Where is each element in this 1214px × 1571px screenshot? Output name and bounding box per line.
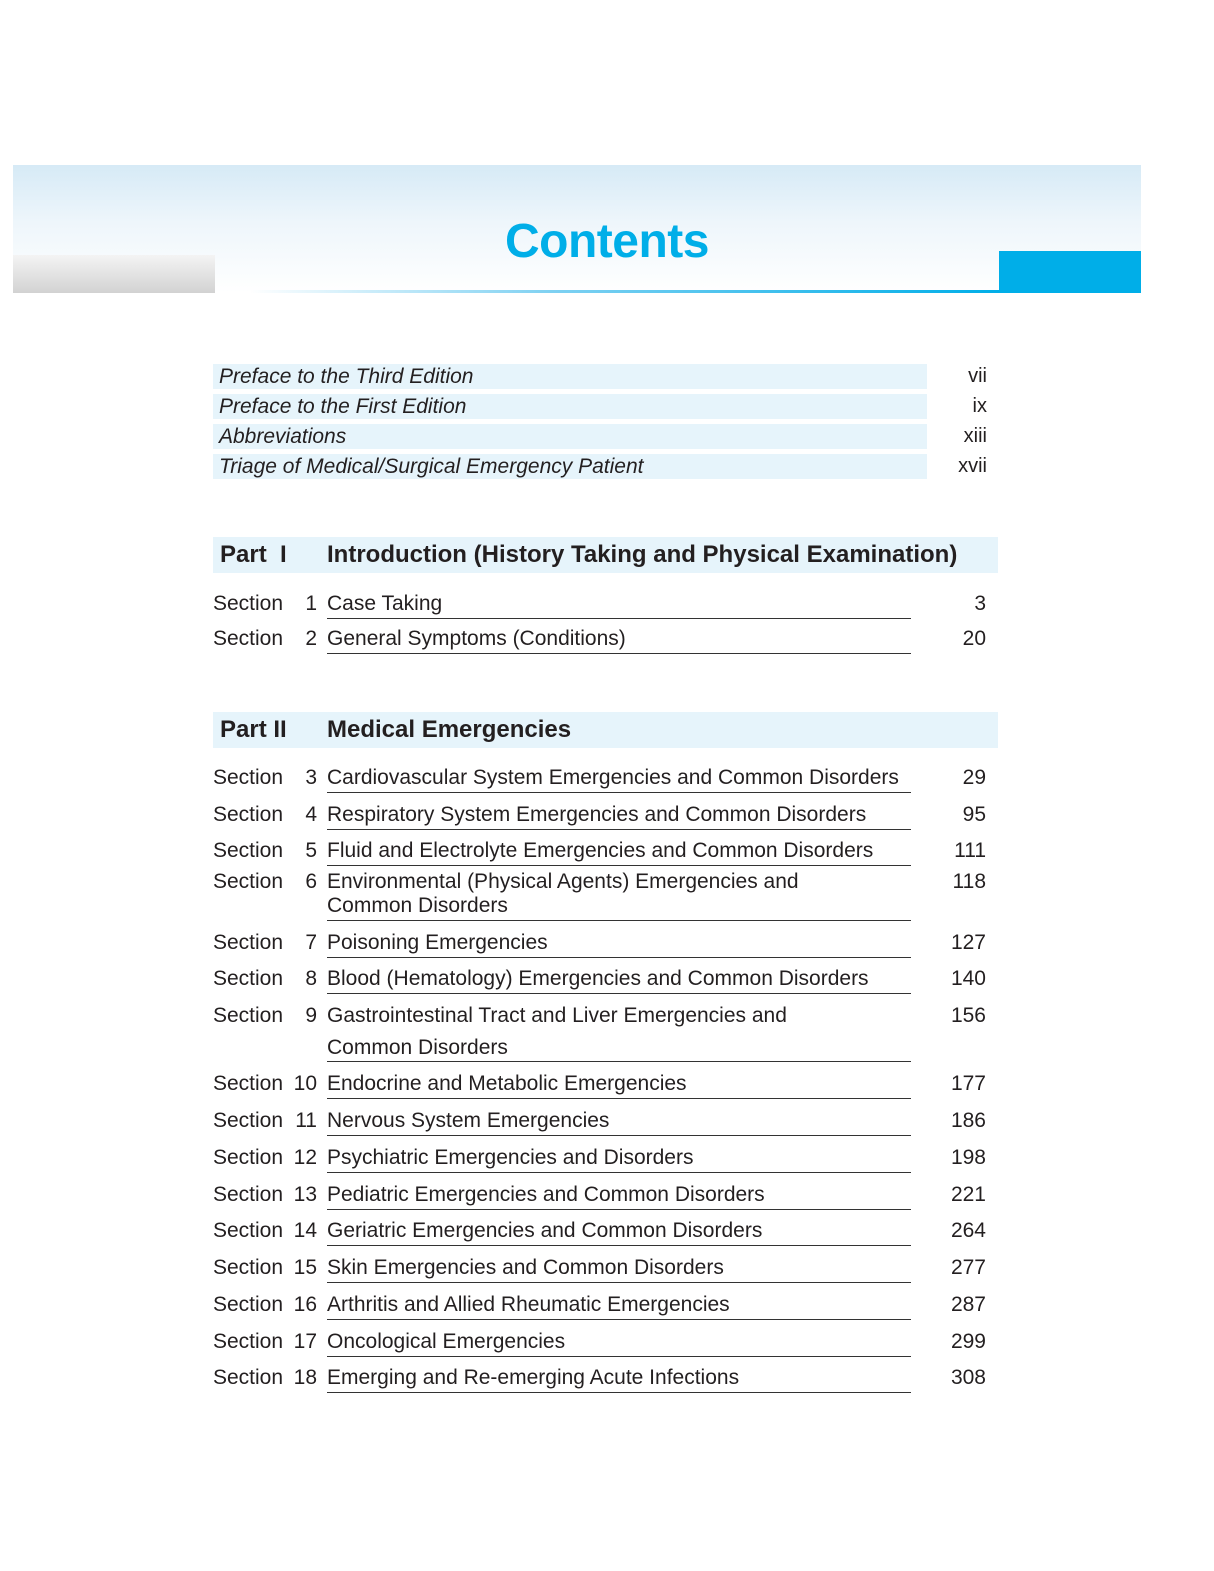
section-number: 17 <box>293 1330 317 1353</box>
section-title: Psychiatric Emergencies and Disorders <box>327 1146 694 1169</box>
section-label: Section <box>213 1256 284 1279</box>
section-title: Nervous System Emergencies <box>327 1109 610 1132</box>
section-page: 140 <box>950 967 986 990</box>
section-label: Section <box>213 931 284 954</box>
section-rule <box>327 1356 911 1357</box>
front-matter-title: Preface to the First Edition <box>219 395 467 418</box>
section-number: 16 <box>293 1293 317 1316</box>
part-heading <box>213 537 998 573</box>
section-number: 14 <box>293 1219 317 1242</box>
section-rule <box>327 829 911 830</box>
part-heading <box>213 712 998 748</box>
section-page: 29 <box>962 766 986 789</box>
section-rule <box>327 1392 911 1393</box>
section-rule <box>327 1135 911 1136</box>
front-matter-entry[interactable] <box>213 394 993 419</box>
section-page: 221 <box>950 1183 986 1206</box>
section-page: 3 <box>974 592 986 615</box>
front-matter-title: Abbreviations <box>219 425 347 448</box>
section-label: Section <box>213 1366 284 1389</box>
section-page: 156 <box>950 1004 986 1027</box>
section-title: Environmental (Physical Agents) Emergencies and <box>327 870 799 893</box>
front-matter-page: xvii <box>958 455 987 477</box>
section-title: General Symptoms (Conditions) <box>327 627 626 650</box>
section-rule <box>327 1245 911 1246</box>
front-matter-entry[interactable] <box>213 364 993 389</box>
front-matter-page: ix <box>972 395 987 417</box>
section-label: Section <box>213 592 284 615</box>
front-matter-page: xiii <box>963 425 987 447</box>
section-title: Pediatric Emergencies and Common Disorders <box>327 1183 765 1206</box>
section-label: Section <box>213 967 284 990</box>
section-title: Oncological Emergencies <box>327 1330 566 1353</box>
section-label: Section <box>213 839 284 862</box>
section-number: 6 <box>305 870 317 893</box>
section-rule <box>327 1061 911 1062</box>
section-label: Section <box>213 1109 284 1132</box>
section-number: 2 <box>305 627 317 650</box>
section-page: 198 <box>950 1146 986 1169</box>
header-rule <box>250 290 999 293</box>
section-rule <box>327 920 911 921</box>
section-page: 277 <box>950 1256 986 1279</box>
part-label: Part I <box>220 541 287 568</box>
section-page: 127 <box>950 931 986 954</box>
section-number: 1 <box>305 592 317 615</box>
section-label: Section <box>213 1146 284 1169</box>
section-label: Section <box>213 1072 284 1095</box>
section-rule <box>327 792 911 793</box>
section-title: Arthritis and Allied Rheumatic Emergencies <box>327 1293 730 1316</box>
section-title-continued: Common Disorders <box>327 894 508 917</box>
section-page: 118 <box>952 870 986 893</box>
section-number: 12 <box>293 1146 317 1169</box>
section-title: Blood (Hematology) Emergencies and Common Disorders <box>327 967 869 990</box>
section-number: 11 <box>295 1109 317 1132</box>
section-number: 4 <box>305 803 317 826</box>
section-number: 18 <box>293 1366 317 1389</box>
section-page: 264 <box>950 1219 986 1242</box>
section-rule <box>327 993 911 994</box>
section-page: 299 <box>950 1330 986 1353</box>
part-label: Part II <box>220 716 287 743</box>
section-label: Section <box>213 870 284 893</box>
section-rule <box>327 865 911 866</box>
section-rule <box>327 653 911 654</box>
section-rule <box>327 1282 911 1283</box>
front-matter-title: Triage of Medical/Surgical Emergency Patient <box>219 455 644 478</box>
section-page: 177 <box>950 1072 986 1095</box>
section-label: Section <box>213 766 284 789</box>
section-label: Section <box>213 803 284 826</box>
front-matter-entry[interactable] <box>213 424 993 449</box>
section-title: Poisoning Emergencies <box>327 931 548 954</box>
part-title: Introduction (History Taking and Physical Examination) <box>327 541 958 568</box>
section-rule <box>327 1209 911 1210</box>
section-rule <box>327 1098 911 1099</box>
section-page: 308 <box>950 1366 986 1389</box>
section-page: 95 <box>962 803 986 826</box>
section-title: Gastrointestinal Tract and Liver Emergencies and <box>327 1004 787 1027</box>
section-number: 15 <box>293 1256 317 1279</box>
section-number: 10 <box>293 1072 317 1095</box>
section-rule <box>327 1172 911 1173</box>
front-matter-title: Preface to the Third Edition <box>219 365 474 388</box>
section-title-continued: Common Disorders <box>327 1036 508 1059</box>
section-title: Geriatric Emergencies and Common Disorders <box>327 1219 763 1242</box>
section-title: Case Taking <box>327 592 443 615</box>
section-number: 7 <box>305 931 317 954</box>
section-label: Section <box>213 1330 284 1353</box>
section-number: 13 <box>293 1183 317 1206</box>
section-title: Endocrine and Metabolic Emergencies <box>327 1072 687 1095</box>
front-matter-page: vii <box>968 365 987 387</box>
section-title: Respiratory System Emergencies and Common Disorders <box>327 803 867 826</box>
section-rule <box>327 618 911 619</box>
section-label: Section <box>213 1183 284 1206</box>
section-label: Section <box>213 1004 284 1027</box>
section-label: Section <box>213 1293 284 1316</box>
section-title: Emerging and Re-emerging Acute Infections <box>327 1366 740 1389</box>
page-title: Contents <box>505 215 709 268</box>
section-title: Skin Emergencies and Common Disorders <box>327 1256 724 1279</box>
section-number: 3 <box>305 766 317 789</box>
section-rule <box>327 1319 911 1320</box>
section-page: 186 <box>950 1109 986 1132</box>
section-title: Cardiovascular System Emergencies and Common Disorders <box>327 766 899 789</box>
section-label: Section <box>213 627 284 650</box>
section-rule <box>327 957 911 958</box>
section-number: 9 <box>305 1004 317 1027</box>
section-number: 8 <box>305 967 317 990</box>
section-title: Fluid and Electrolyte Emergencies and Common Disorders <box>327 839 874 862</box>
section-page: 20 <box>962 627 986 650</box>
section-label: Section <box>213 1219 284 1242</box>
front-matter-entry[interactable] <box>213 454 993 479</box>
section-number: 5 <box>305 839 317 862</box>
section-page: 287 <box>950 1293 986 1316</box>
part-title: Medical Emergencies <box>327 716 572 743</box>
section-page: 111 <box>954 839 986 862</box>
